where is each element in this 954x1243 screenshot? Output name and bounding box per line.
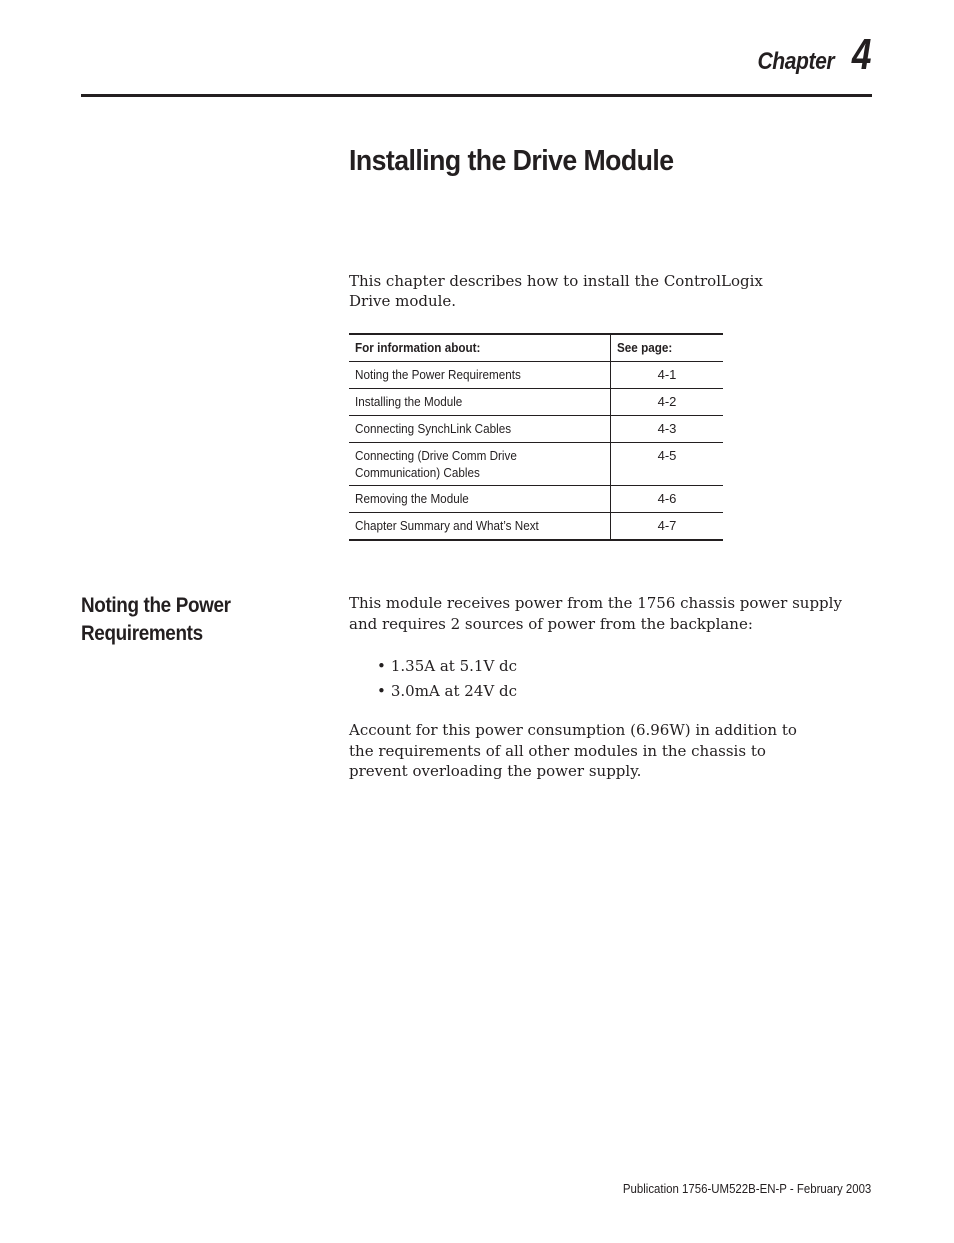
section-heading-line2: Requirements	[81, 622, 203, 645]
power-sources-list	[377, 654, 517, 704]
topic-cell: Removing the Module	[355, 491, 469, 506]
topics-table	[349, 333, 723, 541]
page-cell: 4-2	[611, 389, 724, 416]
section-heading-line1: Noting the Power	[81, 594, 231, 617]
topic-cell: Noting the Power Requirements	[355, 367, 521, 382]
topic-cell: Connecting SynchLink Cables	[355, 421, 512, 436]
chapter-header	[747, 30, 871, 80]
table-row	[349, 513, 723, 541]
table-row	[349, 389, 723, 416]
page-cell: 4-6	[611, 486, 724, 513]
page-title: Installing the Drive Module	[349, 145, 674, 177]
topic-cell: Installing the Module	[355, 394, 463, 409]
table-header-row	[349, 334, 723, 362]
topic-cell: Chapter Summary and What’s Next	[355, 518, 539, 533]
chapter-number: 4	[851, 30, 871, 79]
page-cell: 4-5	[611, 443, 724, 486]
consumption-paragraph: Account for this power consumption (6.96W) in addition to the requirements of all other modules in the chassis to prevent overloading the power supply.	[349, 721, 797, 780]
page-cell: 4-1	[611, 362, 724, 389]
chapter-label: Chapter	[757, 48, 835, 75]
table-row	[349, 486, 723, 513]
chapter-rule-divider	[81, 94, 872, 97]
page-cell: 4-7	[611, 513, 724, 541]
publication-footer: Publication 1756-UM522B-EN-P - February 2003	[622, 1181, 871, 1196]
power-paragraph: This module receives power from the 1756 chassis power supply and requires 2 sources of power from the backplane:	[349, 594, 842, 633]
column-header-page: See page:	[611, 334, 724, 362]
table-row	[349, 416, 723, 443]
list-item: • 3.0mA at 24V dc	[377, 679, 517, 704]
topic-cell: Connecting (Drive Comm Drive Communication) Cables	[355, 448, 517, 480]
list-item: • 1.35A at 5.1V dc	[377, 654, 517, 679]
intro-paragraph: This chapter describes how to install the ControlLogix Drive module.	[349, 272, 763, 310]
section-heading	[81, 592, 321, 648]
page-cell: 4-3	[611, 416, 724, 443]
table-row	[349, 443, 723, 486]
column-header-topic: For information about:	[355, 340, 481, 355]
table-row	[349, 362, 723, 389]
